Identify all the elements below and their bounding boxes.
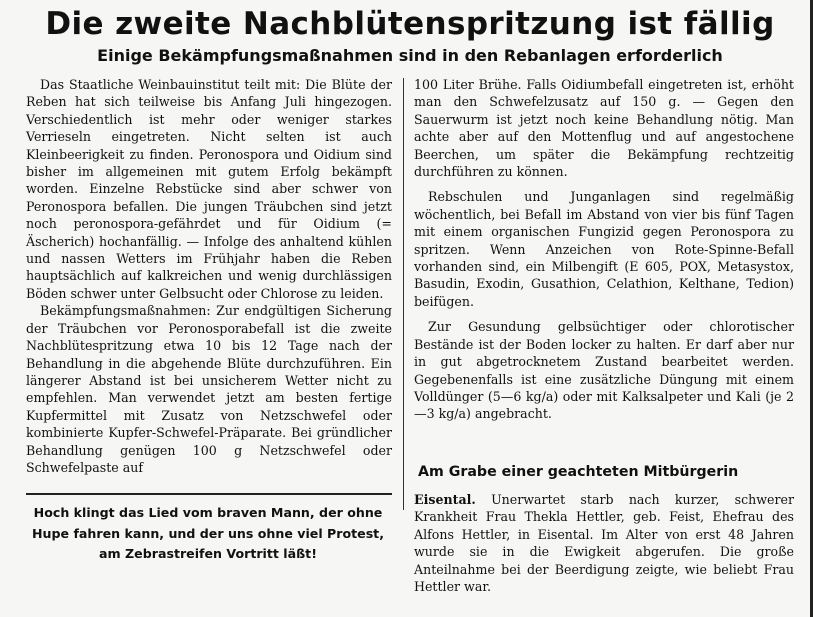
right-paragraph-3: Zur Gesundung gelbsüchtiger oder chlorotischer Bestände ist der Boden locker zu halten. Er darf aber nur in gut abgetrocknetem Zustand bearbeitet werden. Gegebenenfalls ist eine zusätzliche Düngung mit einem Volldünger (5—6 kg/a) oder mit Kalksalpeter und Kali (je 2—3 kg/a) angebracht. (414, 319, 794, 422)
left-column (26, 76, 392, 476)
right-column (414, 76, 794, 423)
article2-dateline: Eisental. (414, 492, 476, 507)
subheadline: Einige Bekämpfungsmaßnahmen sind in den Rebanlagen erforderlich (97, 46, 723, 65)
column-divider (403, 78, 404, 510)
section-divider (26, 493, 392, 495)
article2-body (414, 491, 794, 595)
right-paragraph-1: 100 Liter Brühe. Falls Oidiumbefall eingetreten ist, erhöht man den Schwefelzusatz auf 150 g. — Gegen den Sauerwurm ist jetzt noch keine Behandlung nötig. Man achte aber auf den Mottenflug und auf angestochene Beerchen, um später die Bekämpfung rechtzeitig durchführen zu können. (414, 77, 794, 180)
slogan-box: Hoch klingt das Lied vom braven Mann, der ohne Hupe fahren kann, und der uns ohne viel Protest, am Zebrastreifen Vortritt läßt! (32, 505, 384, 561)
headline: Die zweite Nachblütenspritzung ist fällig (45, 6, 775, 42)
article2-headline: Am Grabe einer geachteten Mitbürgerin (418, 464, 739, 480)
left-paragraph-1: Das Staatliche Weinbauinstitut teilt mit: Die Blüte der Reben hat sich teilweise bis Anfang Juli hingezogen. Verschiedentlich ist mehr oder weniger starkes Verrieseln eingetreten. Nicht selten ist auch Kleinbeerigkeit zu finden. Peronospora und Oidium sind bisher im allgemeinen mit gutem Erfolg bekämpft worden. Einzelne Rebstücke sind aber schwer von Peronospora befallen. Die jungen Träubchen sind jetzt noch peronospora-gefährdet und für Oidium (= Äscherich) hochanfällig. — Infolge des anhaltend kühlen und nassen Wetters im Frühjahr haben die Reben hauptsächlich auf kalkreichen und wenig durchlässigen Böden schwer unter Gelbsucht oder Chlorose zu leiden. (26, 77, 392, 301)
right-paragraph-2: Rebschulen und Junganlagen sind regelmäßig wöchentlich, bei Befall im Abstand von vier bis fünf Tagen mit einem organischen Fungizid gegen Peronospora zu spritzen. Wenn Anzeichen von Rote-Spinne-Befall vorhanden sind, ein Milbengift (E 605, POX, Metasystox, Basudin, Exodin, Gusathion, Celathion, Kelthane, Tedion) beifügen. (414, 189, 794, 309)
left-paragraph-2: Bekämpfungsmaßnahmen: Zur endgültigen Sicherung der Träubchen vor Peronosporabefall ist die zweite Nachblütespritzung etwa 10 bis 12 Tage nach der Behandlung in die abgehende Blüte durchzuführen. Ein längerer Abstand ist bei unsicherem Wetter nicht zu empfehlen. Man verwendet jetzt am besten fertige Kupfermittel mit Zusatz von Netzschwefel oder kombinierte Kupfer-Schwefel-Präparate. Bei gründlicher Behandlung genügen 100 g Netzschwefel oder Schwefelpaste auf (26, 303, 392, 475)
article2-text: Unerwartet starb nach kurzer, schwerer Krankheit Frau Thekla Hettler, geb. Feist, Ehefrau des Alfons Hettler, in Eisental. Im Alter von erst 48 Jahren wurde sie in die Ewigkeit abgerufen. Die große Anteilnahme bei der Beerdigung zeigte, wie beliebt Frau Hettler war. (414, 492, 794, 595)
